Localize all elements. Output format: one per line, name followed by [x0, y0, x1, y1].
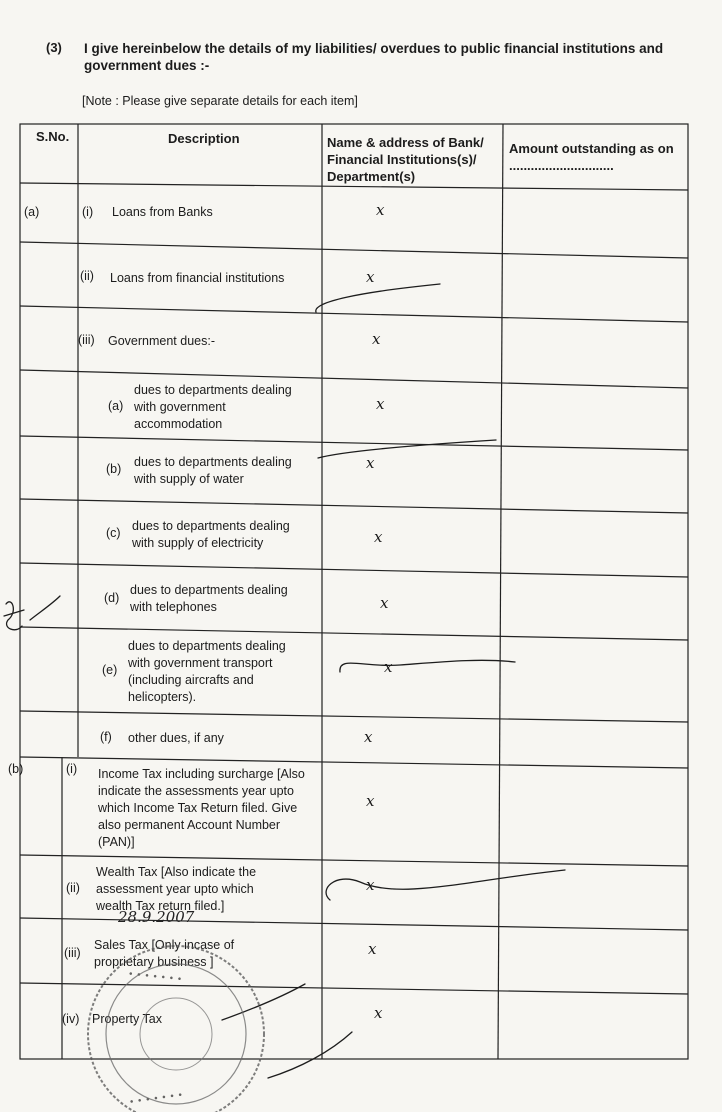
section-number: (3): [46, 40, 62, 55]
cross-mark: x: [374, 528, 383, 546]
row-description: Income Tax including surcharge [Also indicate the assessments year upto which Income Tax Return filed. Give also permanent Account Number (PAN)]: [98, 767, 305, 849]
row-description: Loans from financial institutions: [110, 271, 285, 285]
header-description: Description: [168, 131, 240, 146]
signature-stroke: [316, 284, 440, 312]
row-sub-index: (iii): [64, 946, 81, 960]
row-sub-index: (i): [82, 205, 94, 219]
row-description: Government dues:-: [108, 334, 215, 348]
row-sub-index: (a): [108, 399, 124, 413]
row-sub-index: (c): [106, 526, 121, 540]
signature-stroke: [268, 1032, 352, 1078]
row-sub-index: (ii): [80, 269, 94, 283]
row-description: dues to departments dealing with telephones: [130, 583, 288, 614]
header-sno: S.No.: [36, 129, 70, 144]
row-description: dues to departments dealing with government transport (including aircrafts and helicopters).: [128, 639, 286, 704]
row-sno: (a): [24, 205, 40, 219]
row-description: Property Tax: [92, 1012, 162, 1026]
row-sub-index: (iv): [62, 1012, 80, 1026]
row-sub-index: (b): [106, 462, 122, 476]
row-description: Loans from Banks: [112, 205, 213, 219]
row-sub-index: (iii): [78, 333, 95, 347]
row-sub-index: (ii): [66, 881, 80, 895]
svg-text:• • • • • • •: • • • • • • •: [128, 1090, 184, 1109]
row-description: dues to departments dealing with supply of electricity: [132, 519, 290, 550]
cross-mark: x: [366, 876, 375, 894]
row-sub-index: (e): [102, 663, 118, 677]
cross-mark: x: [366, 454, 375, 472]
handwritten-date: 28.9.2007: [118, 908, 195, 926]
cross-mark: x: [372, 330, 381, 348]
signature-stroke: [340, 660, 515, 672]
row-sub-index: (i): [66, 762, 78, 776]
cross-mark: x: [376, 201, 385, 219]
row-description: Sales Tax [Only incase of proprietary business ]: [94, 938, 235, 969]
cross-mark: x: [364, 728, 373, 746]
signature-stroke: [318, 440, 496, 458]
header-bank: Name & address of Bank/ Financial Institutions(s)/ Department(s): [327, 135, 484, 184]
row-description: Wealth Tax [Also indicate the assessment year upto which wealth Tax return filed.]: [96, 865, 257, 913]
row-sno: (b): [8, 762, 24, 776]
cross-mark: x: [380, 594, 389, 612]
svg-text:• • • • • • •: • • • • • • •: [127, 969, 183, 986]
header-amount: Amount outstanding as on .............................: [509, 141, 674, 173]
cross-mark: x: [384, 658, 393, 676]
section-heading: I give hereinbelow the details of my liabilities/ overdues to public financial institutions and government dues :-: [84, 41, 664, 73]
cross-mark: x: [376, 395, 385, 413]
cross-mark: x: [368, 940, 377, 958]
cross-mark: x: [374, 1004, 383, 1022]
cross-mark: x: [366, 268, 375, 286]
cross-mark: x: [366, 792, 375, 810]
row-description: dues to departments dealing with supply of water: [134, 455, 292, 486]
row-description: other dues, if any: [128, 731, 224, 745]
row-sub-index: (d): [104, 591, 120, 605]
row-description: dues to departments dealing with government accommodation: [134, 383, 292, 431]
note-text: [Note : Please give separate details for each item]: [82, 94, 358, 108]
signature-stroke: [326, 870, 565, 900]
row-sub-index: (f): [100, 730, 112, 744]
margin-scribble: [4, 596, 60, 630]
